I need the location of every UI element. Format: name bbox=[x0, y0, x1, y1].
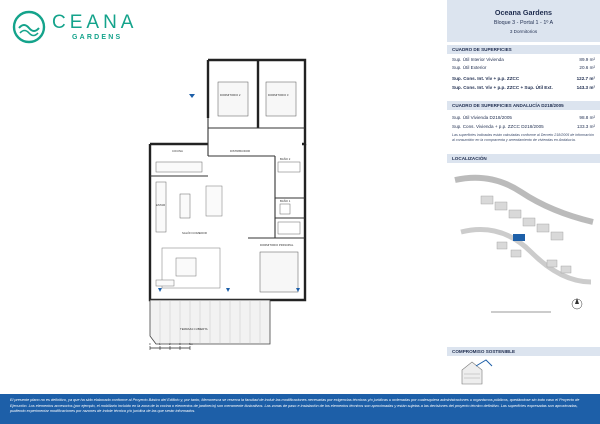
label-living: SALÓN COMEDOR bbox=[182, 231, 207, 235]
info-panel bbox=[447, 0, 600, 424]
sustainable-heading: COMPROMISO SOSTENIBLE bbox=[447, 347, 600, 356]
bedrooms-label: 3 Dormitorios bbox=[509, 29, 538, 34]
scale-tick-label: 0 bbox=[149, 342, 151, 346]
label-bath1: BAÑO 1 bbox=[280, 199, 291, 203]
andalucia-heading: CUADRO DE SUPERFICIES ANDALUCÍA D218/2005 bbox=[447, 101, 600, 110]
label-master: DORMITORIO PRINCIPAL bbox=[260, 243, 294, 247]
label-bed2: DORMITORIO 2 bbox=[220, 93, 241, 97]
north-arrow-icon bbox=[572, 298, 582, 309]
surface-row: Sup. Cons. Int. Viv + p.p. ZZCC 122.7 m² bbox=[452, 76, 595, 81]
unit-label: Bloque 3 - Portal 1 - 1º A bbox=[493, 20, 554, 26]
footer-disclaimer bbox=[0, 394, 600, 424]
label-storage: ESTAR bbox=[156, 203, 166, 207]
andalucia-row: Sup. Útil Vivienda D218/2005 98.8 m² bbox=[452, 115, 595, 120]
label-kitchen: COCINA bbox=[172, 149, 183, 153]
project-title: Oceana Gardens bbox=[494, 8, 553, 17]
sustainable-icon bbox=[452, 358, 552, 388]
location-heading: LOCALIZACIÓN bbox=[447, 154, 600, 163]
label-hall: DISTRIBUIDOR bbox=[230, 149, 251, 153]
scale-tick-label: 1 bbox=[159, 342, 161, 346]
scale-tick-label: 5m bbox=[189, 342, 194, 346]
surface-row: Sup. Cons. Int. Viv + p.p. ZZCC + Sup. Útil Ext. 143.3 m² bbox=[452, 85, 595, 90]
brand-logo bbox=[12, 10, 142, 44]
surface-row: Sup. Útil Exterior 20.6 m² bbox=[452, 65, 595, 70]
surfaces-heading: CUADRO DE SUPERFICIES bbox=[447, 45, 600, 54]
brand-name: CEANA bbox=[52, 12, 138, 33]
surface-row: Sup. Útil Interior Vivienda 89.9 m² bbox=[452, 57, 595, 62]
andalucia-note: Las superficies indicadas están calculadas conforme al Decreto 218/2005 de información al consumidor en la compraventa y arrendamiento de viviendas en Andalucía. bbox=[452, 133, 594, 142]
title-box bbox=[447, 0, 600, 42]
disclaimer-text: El presente plano no es definitivo, ya que ha sido elaborado conforme al Proyecto Básico del Edificio y, por tanto, Memoresca se reserva la facultad de incluir las modificaciones necesarias por exigencias técnicas y/o jurídicas u ordenadas por cualesquiera administraciones u organismos públicos, quedándose sin todo caso el Proyecto de Ejecución. Los elementos accesorios (por ejemplo, el mobiliario incluido en la zona de la cocina o elementos de jardinería) son meramente ilustrativos. Las zonas de paso e instalación de los elementos técnicos son aproximadas y están sujetas a las decisiones del proyecto técnico definitivo. Las superficies expresadas son aproximadas, pudiendo experimentar modificaciones por razones de índole técnica y/o jurídica de las que serán informados. bbox=[10, 398, 580, 414]
floor-plan bbox=[120, 48, 340, 352]
andalucia-row: Sup. Cons. Vivienda + p.p. ZZCC D218/2005 133.3 m² bbox=[452, 124, 595, 129]
scale-tick-label: 2 bbox=[169, 342, 171, 346]
brand-sub: GARDENS bbox=[72, 34, 123, 41]
scale-tick-label: 3 bbox=[179, 342, 181, 346]
label-bed3: DORMITORIO 3 bbox=[268, 93, 289, 97]
wave-logo-icon bbox=[12, 10, 46, 44]
label-terrace: TERRAZA CUBIERTA bbox=[180, 327, 208, 331]
label-bath2: BAÑO 2 bbox=[280, 157, 291, 161]
location-map bbox=[451, 162, 597, 318]
